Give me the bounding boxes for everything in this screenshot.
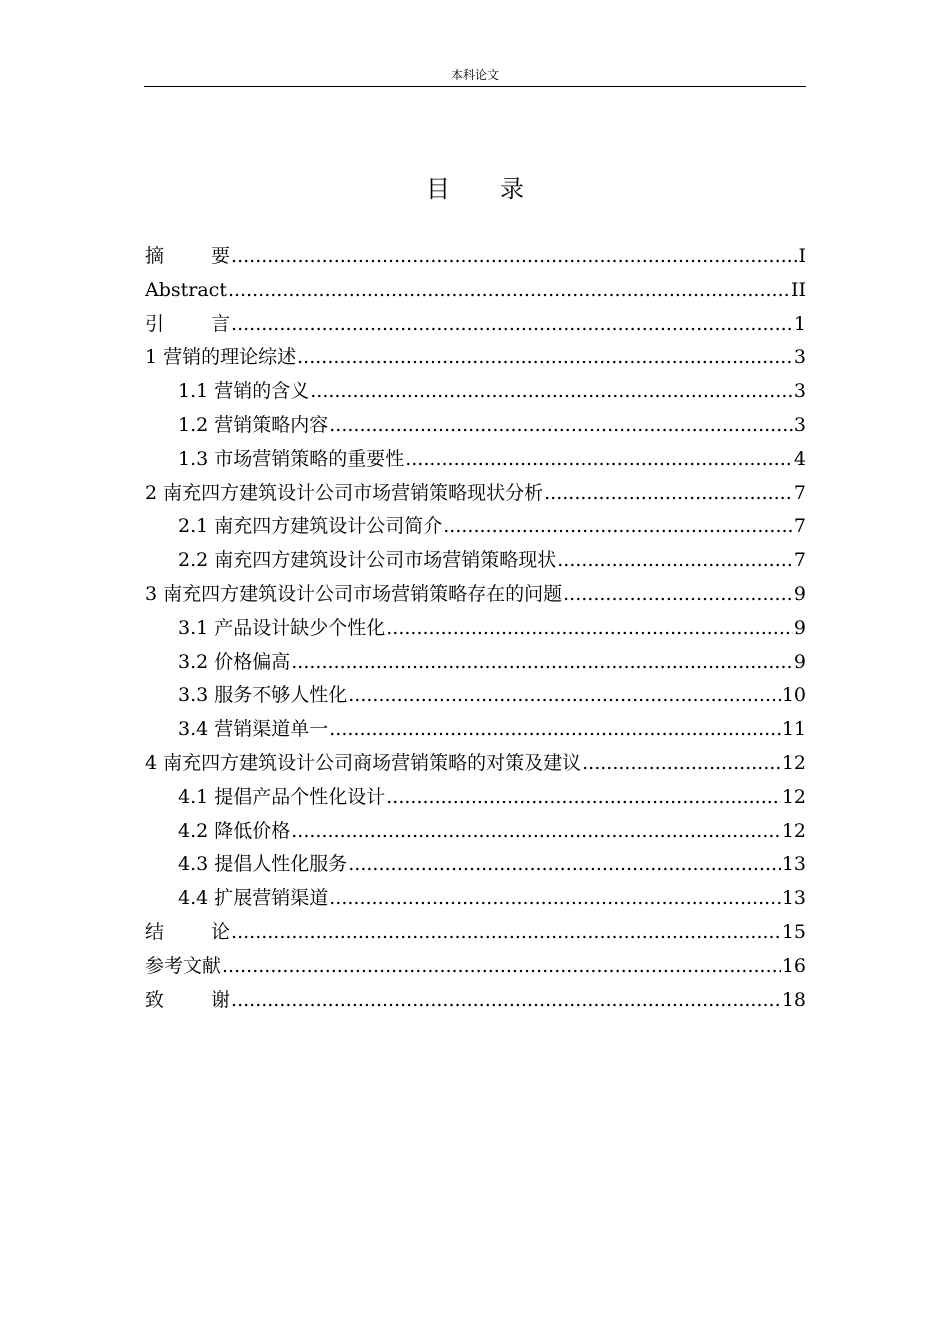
table-of-contents xyxy=(145,240,806,1017)
toc-dot-leader xyxy=(557,544,793,578)
toc-dot-leader xyxy=(222,950,781,984)
toc-entry-label: 3.1 产品设计缺少个性化 xyxy=(178,616,386,639)
toc-entry-label: 1.1 营销的含义 xyxy=(178,380,310,403)
toc-entry-page: 7 xyxy=(793,515,806,538)
toc-dot-leader xyxy=(291,815,781,849)
toc-entry-label: Abstract xyxy=(145,278,227,301)
toc-entry-page: 3 xyxy=(793,380,806,403)
toc-dot-leader xyxy=(348,848,781,882)
toc-entry-page: 11 xyxy=(781,718,806,741)
toc-entry[interactable] xyxy=(145,274,806,308)
toc-entry-page: 3 xyxy=(793,413,806,436)
toc-dot-leader xyxy=(310,375,793,409)
toc-entry-page: 7 xyxy=(793,481,806,504)
toc-entry[interactable] xyxy=(145,815,806,849)
toc-entry-label: 4.2 降低价格 xyxy=(178,819,291,842)
toc-dot-leader xyxy=(329,713,781,747)
toc-entry-label: 4.1 提倡产品个性化设计 xyxy=(178,785,386,808)
toc-entry[interactable] xyxy=(145,578,806,612)
toc-entry-label: 参考文献 xyxy=(145,954,222,977)
toc-entry-page: I xyxy=(798,245,806,267)
toc-entry[interactable] xyxy=(145,510,806,544)
toc-entry-label: 1 营销的理论综述 xyxy=(145,346,297,369)
toc-entry[interactable] xyxy=(145,646,806,680)
toc-dot-leader xyxy=(329,882,781,916)
toc-dot-leader xyxy=(291,646,793,680)
toc-entry-page: 4 xyxy=(793,447,806,470)
toc-dot-leader xyxy=(231,240,797,274)
toc-entry[interactable] xyxy=(145,443,806,477)
page-title: 目录 xyxy=(426,175,574,203)
toc-entry-page: 15 xyxy=(781,920,806,943)
toc-entry[interactable] xyxy=(145,409,806,443)
toc-entry-label: 3.4 营销渠道单一 xyxy=(178,718,329,741)
toc-entry-label: 4.3 提倡人性化服务 xyxy=(178,853,348,876)
toc-entry[interactable] xyxy=(145,308,806,342)
toc-entry-page: 1 xyxy=(793,312,806,335)
toc-dot-leader xyxy=(544,477,793,511)
toc-entry[interactable] xyxy=(145,747,806,781)
toc-dot-leader xyxy=(582,747,781,781)
toc-entry-label: 4.4 扩展营销渠道 xyxy=(178,887,329,910)
toc-entry[interactable] xyxy=(145,984,806,1018)
toc-entry-page: 18 xyxy=(781,988,806,1011)
toc-entry-page: 3 xyxy=(793,346,806,369)
toc-entry-label: 1.3 市场营销策略的重要性 xyxy=(178,447,405,470)
toc-entry-page: 7 xyxy=(793,549,806,572)
toc-entry-label: 致谢 xyxy=(145,988,231,1011)
toc-entry[interactable] xyxy=(145,341,806,375)
toc-entry-label: 3 南充四方建筑设计公司市场营销策略存在的问题 xyxy=(145,582,563,605)
toc-entry-page: 13 xyxy=(781,853,806,876)
page-header: 本科论文 xyxy=(144,66,806,87)
toc-dot-leader xyxy=(386,781,781,815)
toc-entry-label: 结论 xyxy=(145,920,231,943)
toc-dot-leader xyxy=(386,612,793,646)
toc-dot-leader xyxy=(405,443,793,477)
toc-entry[interactable] xyxy=(145,375,806,409)
toc-entry-page: II xyxy=(790,278,806,301)
toc-dot-leader xyxy=(443,510,793,544)
toc-entry[interactable] xyxy=(145,882,806,916)
toc-dot-leader xyxy=(563,578,793,612)
toc-dot-leader xyxy=(228,274,790,308)
toc-entry[interactable] xyxy=(145,612,806,646)
toc-entry-label: 摘要 xyxy=(145,245,231,267)
toc-entry-page: 10 xyxy=(781,684,806,707)
toc-dot-leader xyxy=(231,916,781,950)
toc-entry-label: 2.1 南充四方建筑设计公司简介 xyxy=(178,515,443,538)
toc-dot-leader xyxy=(231,984,781,1018)
toc-entry-page: 9 xyxy=(793,650,806,673)
toc-entry-page: 9 xyxy=(793,582,806,605)
toc-entry-page: 9 xyxy=(793,616,806,639)
toc-entry-page: 13 xyxy=(781,887,806,910)
toc-entry-label: 引言 xyxy=(145,312,231,335)
toc-entry-page: 12 xyxy=(781,785,806,808)
toc-dot-leader xyxy=(297,341,793,375)
toc-entry-label: 3.2 价格偏高 xyxy=(178,650,291,673)
toc-entry[interactable] xyxy=(145,950,806,984)
toc-dot-leader xyxy=(348,679,781,713)
toc-dot-leader xyxy=(329,409,793,443)
toc-entry-label: 2.2 南充四方建筑设计公司市场营销策略现状 xyxy=(178,549,557,572)
toc-entry-label: 1.2 营销策略内容 xyxy=(178,413,329,436)
toc-entry[interactable] xyxy=(145,848,806,882)
toc-entry-label: 3.3 服务不够人性化 xyxy=(178,684,348,707)
toc-entry-page: 16 xyxy=(781,954,806,977)
toc-entry[interactable] xyxy=(145,477,806,511)
toc-entry[interactable] xyxy=(145,679,806,713)
toc-entry[interactable] xyxy=(145,781,806,815)
toc-entry[interactable] xyxy=(145,916,806,950)
toc-entry[interactable] xyxy=(145,240,806,274)
toc-entry-label: 2 南充四方建筑设计公司市场营销策略现状分析 xyxy=(145,481,544,504)
toc-entry-page: 12 xyxy=(781,819,806,842)
toc-entry-label: 4 南充四方建筑设计公司商场营销策略的对策及建议 xyxy=(145,751,582,774)
toc-entry-page: 12 xyxy=(781,751,806,774)
toc-entry[interactable] xyxy=(145,544,806,578)
toc-entry[interactable] xyxy=(145,713,806,747)
toc-dot-leader xyxy=(231,308,793,342)
